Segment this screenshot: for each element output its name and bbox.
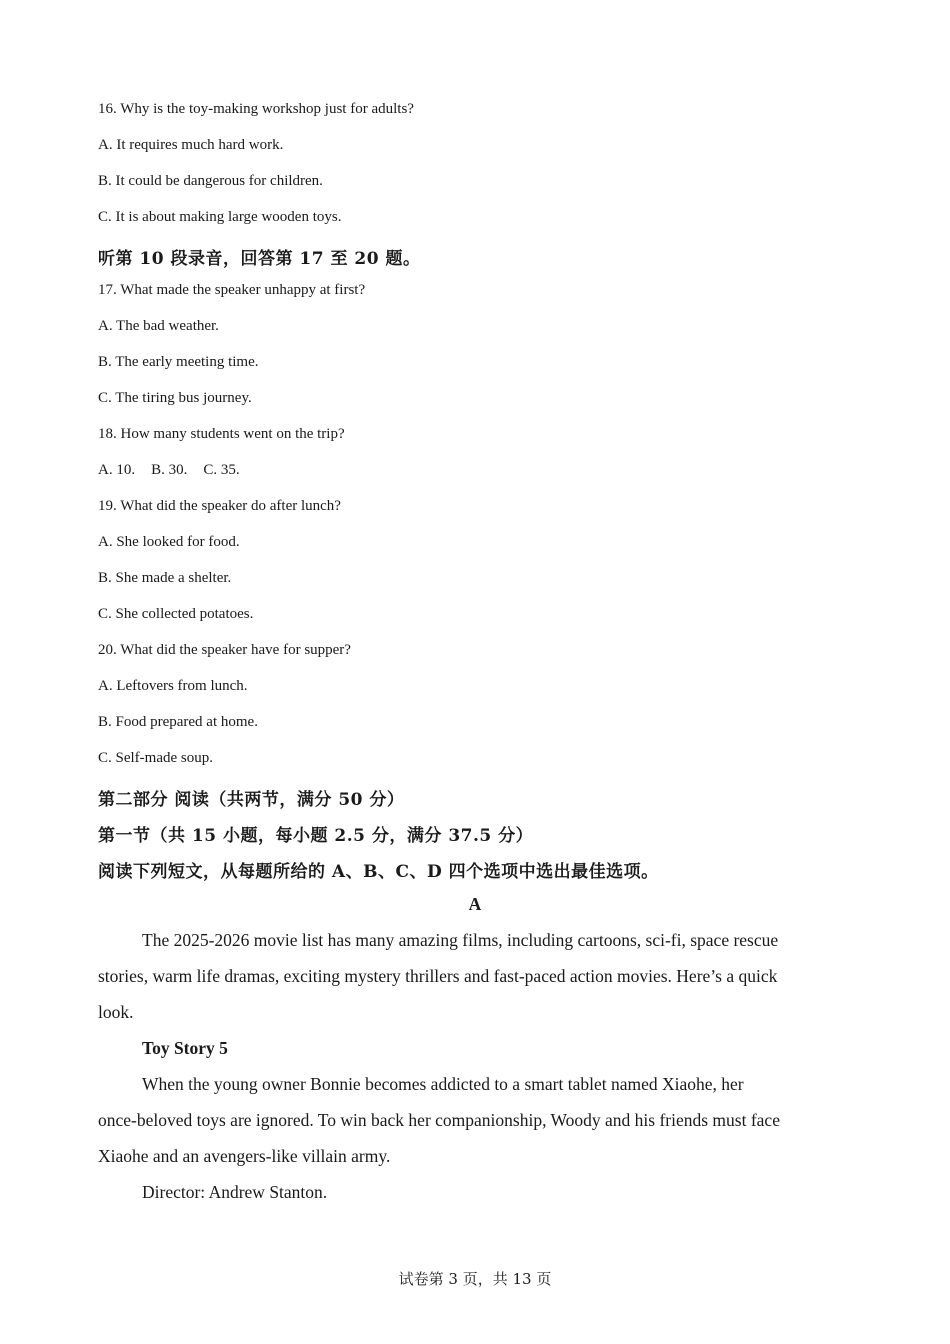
question-18-options [98, 462, 256, 479]
question-18-stem: 18. How many students went on the trip? [98, 426, 345, 442]
question-19-option-a: A. She looked for food. [98, 534, 240, 550]
movie-description-line-2: once-beloved toys are ignored. To win back her companionship, Woody and his friends must face [98, 1110, 780, 1130]
section-10-instruction: 听第 10 段录音，回答第 17 至 20 题。 [98, 249, 421, 269]
question-19-option-b: B. She made a shelter. [98, 570, 232, 586]
reading-instruction: 阅读下列短文，从每题所给的 A、B、C、D 四个选项中选出最佳选项。 [98, 862, 659, 882]
question-18-option-a: A. 10. [98, 462, 136, 478]
movie-description-line-1: When the young owner Bonnie becomes addicted to a smart tablet named Xiaohe, her [142, 1074, 744, 1094]
question-20-option-b: B. Food prepared at home. [98, 714, 258, 730]
passage-label: A [468, 894, 482, 914]
question-16-stem: 16. Why is the toy-making workshop just for adults? [98, 101, 414, 117]
question-17-option-c: C. The tiring bus journey. [98, 390, 252, 406]
passage-intro-line-1: The 2025-2026 movie list has many amazing films, including cartoons, sci-fi, space rescue [142, 930, 779, 950]
part-2-heading: 第二部分 阅读（共两节，满分 50 分） [98, 790, 405, 810]
movie-title: Toy Story 5 [142, 1038, 228, 1058]
question-20-stem: 20. What did the speaker have for supper? [98, 642, 351, 658]
question-17-stem: 17. What made the speaker unhappy at first? [98, 282, 366, 298]
question-16-option-b: B. It could be dangerous for children. [98, 173, 323, 189]
movie-director: Director: Andrew Stanton. [142, 1182, 328, 1202]
question-18-option-c: C. 35. [203, 462, 240, 478]
question-20-option-c: C. Self-made soup. [98, 750, 213, 766]
section-1-heading: 第一节（共 15 小题，每小题 2.5 分，满分 37.5 分） [98, 826, 534, 846]
question-19-stem: 19. What did the speaker do after lunch? [98, 498, 341, 514]
passage-intro-line-3: look. [98, 1002, 134, 1022]
question-17-option-a: A. The bad weather. [98, 318, 219, 334]
question-20-option-a: A. Leftovers from lunch. [98, 678, 248, 694]
question-16-option-c: C. It is about making large wooden toys. [98, 209, 342, 225]
question-17-option-b: B. The early meeting time. [98, 354, 259, 370]
movie-description-line-3: Xiaohe and an avengers-like villain army. [98, 1146, 391, 1166]
page-footer: 试卷第 3 页，共 13 页 [398, 1270, 552, 1288]
question-16-option-a: A. It requires much hard work. [98, 137, 284, 153]
passage-intro-line-2: stories, warm life dramas, exciting mystery thrillers and fast-paced action movies. Here’s a quick [98, 966, 778, 986]
question-19-option-c: C. She collected potatoes. [98, 606, 254, 622]
question-18-option-b: B. 30. [151, 462, 188, 478]
